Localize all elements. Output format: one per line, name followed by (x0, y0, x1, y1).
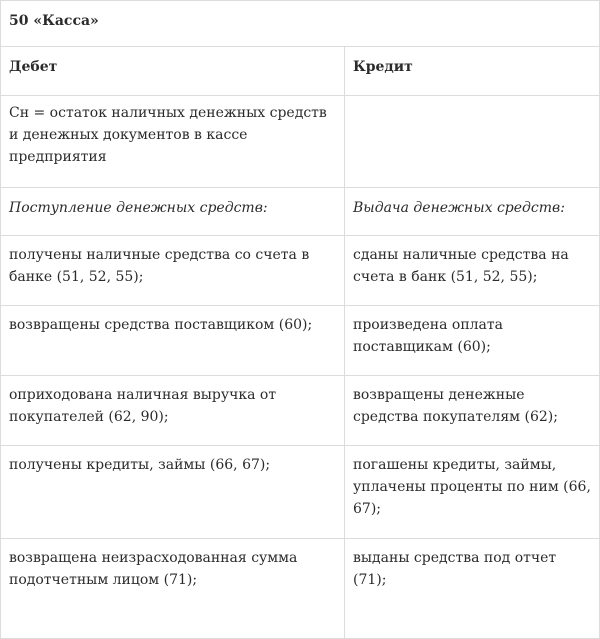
table-row (1, 446, 600, 539)
opening-balance-credit (345, 96, 600, 188)
credit-entry: погашены кредиты, займы, уплачены проценты по ним (66, 67); (345, 446, 600, 539)
debit-entry: возвращена неизрасходованная сумма подотчетным лицом (71); (1, 539, 345, 639)
debit-entry: возвращены средства поставщиком (60); (1, 306, 345, 376)
opening-balance-debit: Сн = остаток наличных денежных средств и денежных документов в кассе предприятия (1, 96, 345, 188)
credit-entry: произведена оплата поставщикам (60); (345, 306, 600, 376)
table-row (1, 236, 600, 306)
account-title: 50 «Касса» (1, 1, 600, 47)
table-row (1, 306, 600, 376)
credit-entry: выданы средства под отчет (71); (345, 539, 600, 639)
opening-balance-row (1, 96, 600, 188)
debit-entry: получены наличные средства со счета в банке (51, 52, 55); (1, 236, 345, 306)
debit-header: Дебет (1, 47, 345, 96)
debit-entry: оприходована наличная выручка от покупателей (62, 90); (1, 376, 345, 446)
table-row (1, 539, 600, 639)
debit-entry: получены кредиты, займы (66, 67); (1, 446, 345, 539)
credit-entry: возвращены денежные средства покупателям (62); (345, 376, 600, 446)
header-row (1, 47, 600, 96)
credit-header: Кредит (345, 47, 600, 96)
credit-entry: сданы наличные средства на счета в банк (51, 52, 55); (345, 236, 600, 306)
credit-section-heading: Выдача денежных средств: (345, 188, 600, 236)
debit-section-heading: Поступление денежных средств: (1, 188, 345, 236)
table-title-row (1, 1, 600, 47)
section-heading-row (1, 188, 600, 236)
table-row (1, 376, 600, 446)
